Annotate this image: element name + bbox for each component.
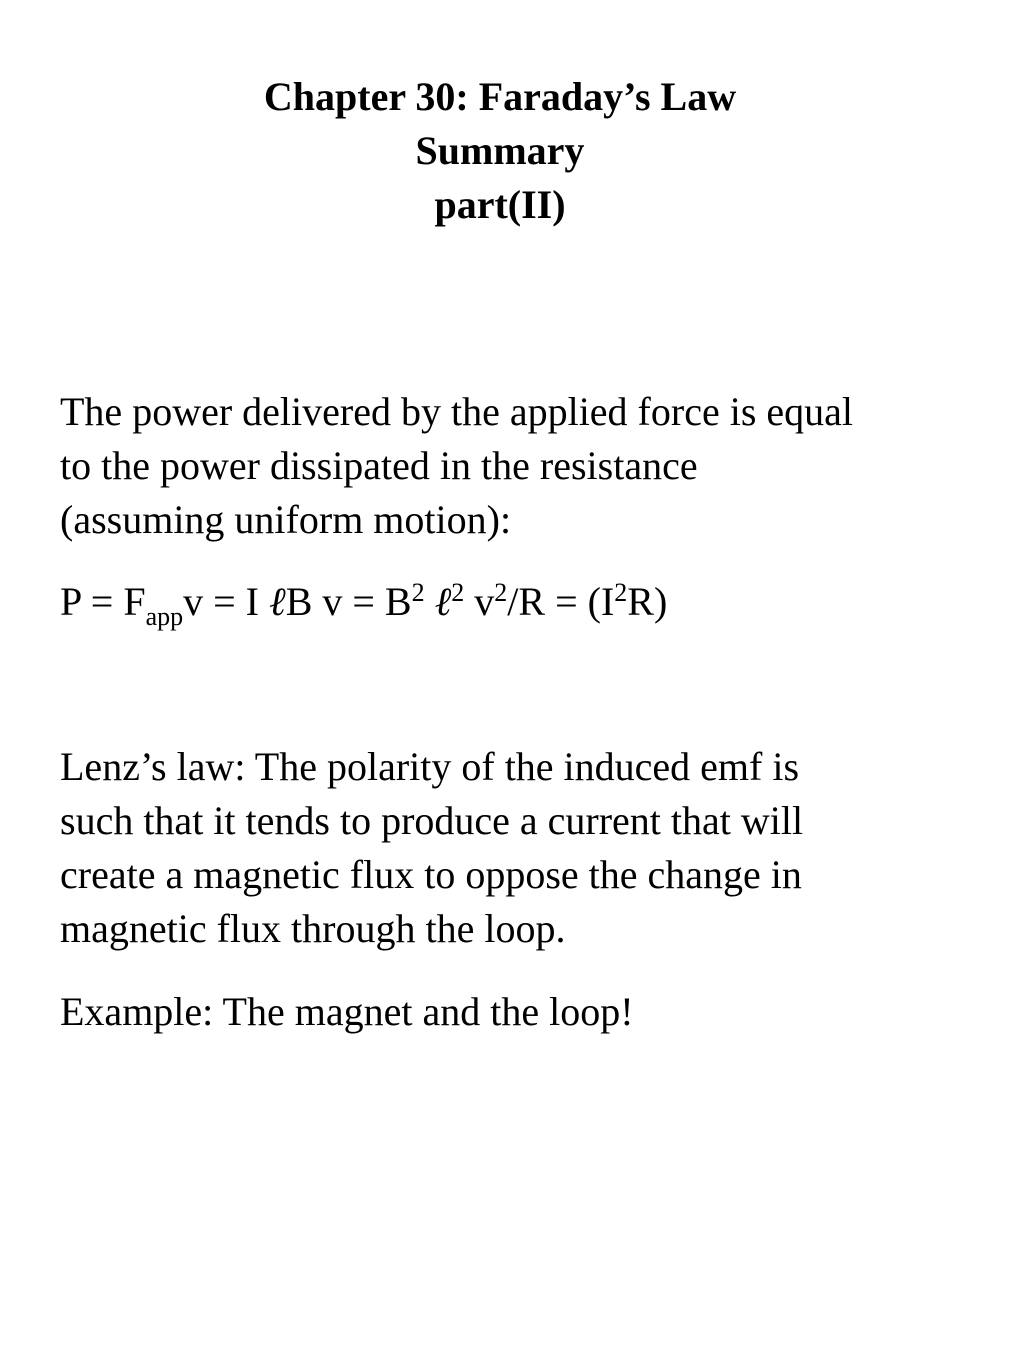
formula-superscript: 2 — [494, 578, 508, 607]
power-line-1: The power delivered by the applied force is equal — [60, 389, 854, 434]
formula-ell-symbol: ℓ — [269, 579, 286, 624]
lenz-line-3: create a magnetic flux to oppose the change in — [60, 852, 802, 897]
lenz-line-1: Lenz’s law: The polarity of the induced emf is — [60, 744, 800, 789]
formula-subscript-app: app — [145, 602, 184, 631]
title-part: part(II) — [434, 182, 566, 227]
power-line-3: (assuming uniform motion): — [60, 497, 512, 542]
lenz-line-4: magnetic flux through the loop. — [60, 906, 566, 951]
example-text: Example: The magnet and the loop! — [60, 989, 634, 1034]
title-chapter: Chapter 30: Faraday’s Law — [263, 74, 737, 119]
lenz-line-2: such that it tends to produce a current that will — [60, 798, 804, 843]
slide-title — [0, 70, 1000, 232]
formula-superscript: 2 — [411, 578, 425, 607]
formula-part — [425, 579, 435, 624]
formula-part: B v = B — [285, 579, 412, 624]
lenz-paragraph — [60, 740, 980, 956]
formula-superscript: 2 — [614, 578, 628, 607]
power-paragraph — [60, 385, 980, 547]
title-summary: Summary — [415, 128, 585, 173]
example-paragraph — [60, 985, 980, 1039]
formula-part: v = I — [183, 579, 270, 624]
formula-superscript: 2 — [451, 578, 465, 607]
power-line-2: to the power dissipated in the resistance — [60, 443, 698, 488]
formula-ell-symbol: ℓ — [434, 579, 452, 624]
formula-part: /R = (I — [507, 579, 615, 624]
formula-part: R) — [627, 579, 668, 624]
formula-part: v — [464, 579, 495, 624]
formula-part: P = F — [60, 579, 146, 624]
power-formula — [60, 575, 980, 629]
